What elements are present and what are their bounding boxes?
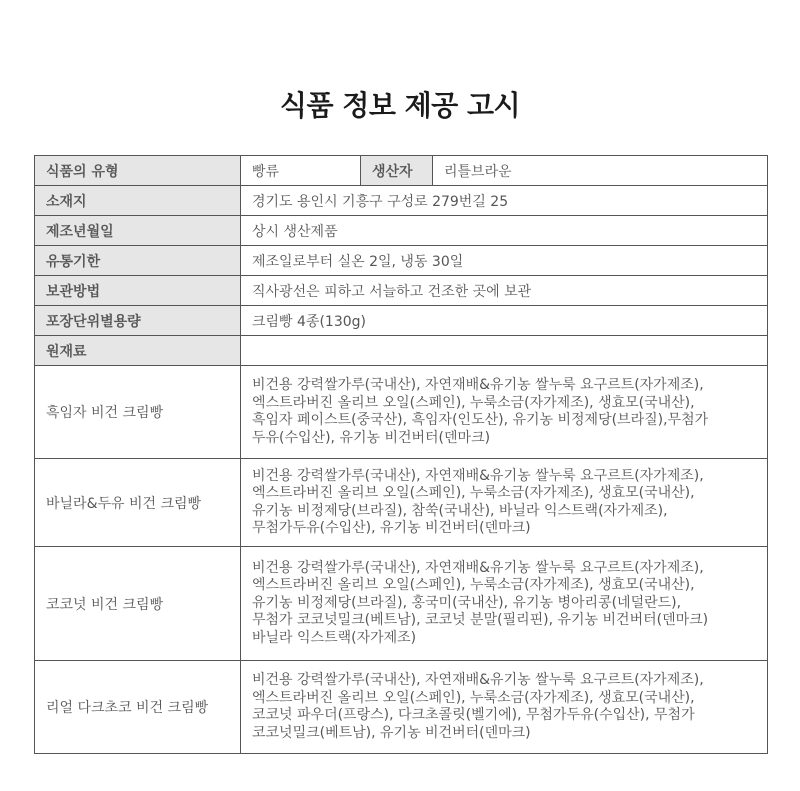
- row-food-type: [35, 156, 768, 186]
- value-producer: 리틀브라운: [433, 156, 768, 186]
- ingredient-line: 엑스트라버진 올리브 오일(스페인), 누룩소금(자가제조), 생효모(국내산),: [252, 577, 695, 594]
- product-row: [35, 459, 768, 547]
- ingredient-line: 비건용 강력쌀가루(국내산), 자연재배&유기농 쌀누룩 요구르트(자가제조),: [252, 559, 704, 576]
- product-name: 흑임자 비건 크림빵: [35, 366, 241, 459]
- product-name: 리얼 다크초코 비건 크림빵: [35, 661, 241, 754]
- product-name: 코코넛 비건 크림빵: [35, 547, 241, 661]
- label-producer: 생산자: [361, 156, 433, 186]
- page-title: 식품 정보 제공 고시: [279, 89, 521, 122]
- ingredient-line: 엑스트라버진 올리브 오일(스페인), 누룩소금(자가제조), 생효모(국내산),: [252, 394, 695, 411]
- value-package: 크림빵 4종(130g): [241, 306, 768, 336]
- product-ingredients: [241, 547, 768, 661]
- row-expiry: [35, 246, 768, 276]
- ingredient-line: 유기농 비정제당(브라질), 홍국미(국내산), 유기농 병아리콩(네덜란드),: [252, 594, 682, 611]
- label-food-type: 식품의 유형: [35, 156, 241, 186]
- label-package: 포장단위별용량: [35, 306, 241, 336]
- ingredient-line: 엑스트라버진 올리브 오일(스페인), 누룩소금(자가제조), 생효모(국내산),: [252, 689, 695, 706]
- product-ingredients: [241, 459, 768, 547]
- ingredient-line: 무첨가두유(수입산), 유기농 비건버터(덴마크): [252, 520, 531, 536]
- value-expiry: 제조일로부터 실온 2일, 냉동 30일: [241, 246, 768, 276]
- row-storage: [35, 276, 768, 306]
- product-ingredients: [241, 661, 768, 754]
- product-name: 바닐라&두유 비건 크림빵: [35, 459, 241, 547]
- row-package: [35, 306, 768, 336]
- row-ingredients-header: [35, 336, 768, 366]
- ingredient-line: 비건용 강력쌀가루(국내산), 자연재배&유기농 쌀누룩 요구르트(자가제조),: [252, 377, 704, 393]
- ingredient-line: 무첨가 코코넛밀크(베트남), 코코넛 분말(필리핀), 유기농 비건버터(덴마크): [252, 612, 709, 629]
- product-row: [35, 661, 768, 754]
- row-manufacture-date: [35, 216, 768, 246]
- ingredient-line: 엑스트라버진 올리브 오일(스페인), 누룩소금(자가제조), 생효모(국내산),: [252, 485, 695, 501]
- ingredient-line: 비건용 강력쌀가루(국내산), 자연재배&유기농 쌀누룩 요구르트(자가제조),: [252, 467, 704, 484]
- ingredients-header-blank: [241, 336, 768, 366]
- ingredient-line: 바닐라 익스트랙(자가제조): [252, 629, 417, 646]
- ingredient-line: 두유(수입산), 유기농 비건버터(덴마크): [252, 429, 491, 446]
- ingredient-line: 코코넛밀크(베트남), 유기농 비건버터(덴마크): [252, 724, 531, 741]
- ingredient-line: 흑임자 페이스트(중국산), 흑임자(인도산), 유기농 비정제당(브라질),무첨가: [252, 412, 709, 428]
- label-manufacture-date: 제조년월일: [35, 216, 241, 246]
- product-ingredients: [241, 366, 768, 459]
- label-ingredients: 원재료: [35, 336, 241, 366]
- food-info-table: [34, 155, 768, 754]
- label-storage: 보관방법: [35, 276, 241, 306]
- value-location: 경기도 용인시 기흥구 구성로 279번길 25: [241, 186, 768, 216]
- value-storage: 직사광선은 피하고 서늘하고 건조한 곳에 보관: [241, 276, 768, 306]
- product-row: [35, 547, 768, 661]
- ingredient-line: 코코넛 파우더(프랑스), 다크초콜릿(벨기에), 무첨가두유(수입산), 무첨가: [252, 707, 695, 723]
- ingredient-line: 비건용 강력쌀가루(국내산), 자연재배&유기농 쌀누룩 요구르트(자가제조),: [252, 672, 704, 688]
- product-row: [35, 366, 768, 459]
- label-expiry: 유통기한: [35, 246, 241, 276]
- ingredient-line: 유기농 비정제당(브라질), 참쑥(국내산), 바닐라 익스트랙(자가제조),: [252, 502, 668, 519]
- row-location: [35, 186, 768, 216]
- value-manufacture-date: 상시 생산제품: [241, 216, 768, 246]
- value-food-type: 빵류: [241, 156, 361, 186]
- label-location: 소재지: [35, 186, 241, 216]
